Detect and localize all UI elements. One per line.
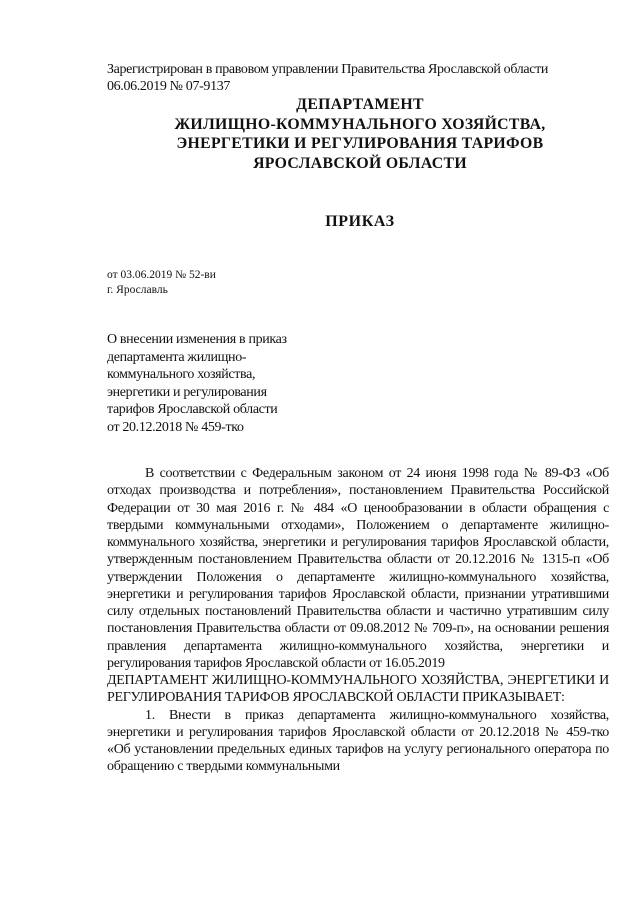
department-title-line: ЭНЕРГЕТИКИ И РЕГУЛИРОВАНИЯ ТАРИФОВ (176, 135, 544, 152)
department-title-line: ДЕПАРТАМЕНТ (296, 96, 424, 113)
order-city: г. Ярославль (107, 284, 168, 296)
orders-paragraph: ДЕПАРТАМЕНТ ЖИЛИЩНО-КОММУНАЛЬНОГО ХОЗЯЙСТВА, ЭНЕРГЕТИКИ И РЕГУЛИРОВАНИЯ ТАРИФОВ ЯРОСЛАВСКОЙ ОБЛАСТИ ПРИКАЗЫВАЕТ: (107, 673, 609, 706)
subject-line: тарифов Ярославской области (107, 402, 278, 417)
order-body (107, 465, 609, 776)
registration-number: 06.06.2019 № 07-9137 (107, 79, 231, 94)
order-heading: ПРИКАЗ (325, 213, 395, 230)
department-title-line: ЖИЛИЩНО-КОММУНАЛЬНОГО ХОЗЯЙСТВА, (174, 115, 546, 133)
department-title-line: ЯРОСЛАВСКОЙ ОБЛАСТИ (253, 154, 467, 172)
registration-line: Зарегистрирован в правовом управлении Правительства Ярославской области (107, 62, 549, 77)
order-meta (107, 268, 407, 298)
order-item-1: 1. Внести в приказ департамента жилищно-коммунального хозяйства, энергетики и регулирования тарифов Ярославской области от 20.12.2018 № 459-тко «Об установлении предельных единых тарифов на услугу регионального оператора по обращению с твердыми коммунальными (107, 707, 609, 775)
subject-line: энергетики и регулирования (107, 384, 267, 400)
subject-line: департамента жилищно- (107, 349, 247, 365)
preamble-paragraph: В соответствии с Федеральным законом от 24 июня 1998 года № 89-ФЗ «Об отходах производства и потребления», постановлением Правительства Российской Федерации от 30 мая 2016 г. № 484 «О ценообразовании в области обращения с твердыми коммунальными отходами», Положением о департаменте жилищно-коммунального хозяйства, энергетики и регулирования тарифов Ярославской области, утвержденным постановлением Правительства области от 20.12.2016 № 1315-п «Об утверждении Положения о департаменте жилищно-коммунального хозяйства, энергетики и регулирования тарифов Ярославской области, признании утратившими силу отдельных постановлений Правительства области и частично утратившим силу постановления Правительства области от 09.08.2012 № 709-п», на основании решения правления департамента жилищно-коммунального хозяйства, энергетики и регулирования тарифов Ярославской области от 16.05.2019 (107, 466, 609, 671)
registration-note (107, 61, 617, 95)
department-title (100, 95, 620, 173)
order-subject (107, 331, 327, 436)
subject-line: коммунального хозяйства, (107, 367, 256, 382)
order-date-number: от 03.06.2019 № 52-ви (107, 269, 216, 281)
subject-line: от 20.12.2018 № 459-тко (107, 419, 244, 435)
subject-line: О внесении изменения в приказ (107, 332, 287, 347)
